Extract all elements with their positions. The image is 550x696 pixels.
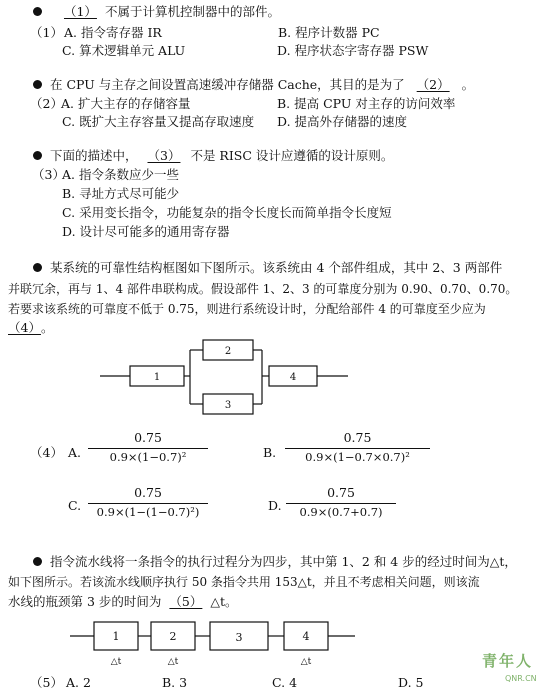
q2-option-d: D. 提高外存储器的速度 [277,114,408,129]
q3-stem-pre: 下面的描述中， [49,148,138,163]
watermark-logo: 青年人 [482,652,534,670]
q5-stem-line2: 如下图所示。若该流水线顺序执行 50 条指令共用 153△t，并且不考虑相关问题，则该流 [8,575,480,589]
q3-stem-post: 不是 RISC 设计应遵循的设计原则。 [190,148,394,163]
q5-num: （5） [30,675,63,690]
q5-option-c: C. 4 [272,675,298,690]
q4-stem-line3: 若要求该系统的可靠度不低于 0.75，则进行系统设计时，分配给部件 4 的可靠度至少应为 [8,302,486,316]
q5-option-a: A. 2 [66,675,91,690]
q4-line1-text: 某系统的可靠性结构框图如下图所示。该系统由 4 个部件组成，其中 2、3 两部件 [49,260,503,275]
q4-end: 。 [40,320,54,335]
stage-1-label: 1 [112,630,120,643]
stage-4-dt: △t [300,657,312,667]
q1-option-a: A. 指令寄存器 IR [64,25,162,40]
pipeline-diagram [70,614,360,670]
bullet-icon [33,80,42,89]
fraction-denominator: 0.9×(1−0.7×0.7)² [305,449,410,464]
q2-option-c: C. 既扩大主存容量又提高存取速度 [62,114,255,129]
q4-option-c-fraction [88,487,208,518]
fraction-denominator: 0.9×(1−(1−0.7)²) [96,504,200,519]
q5-stem-line3 [8,596,238,609]
q3-option-d: D. 设计尽可能多的通用寄存器 [62,224,230,239]
q3-option-c: C. 采用变长指令，功能复杂的指令长度长而简单指令长度短 [62,205,392,220]
q4-stem-line4 [8,322,53,335]
q4-option-c-label: C. [68,498,82,513]
q4-option-d-label: D. [268,498,282,513]
q5-option-d: D. 5 [398,675,424,690]
q4-stem-line2: 并联冗余，再与 1、4 部件串联构成。假设部件 1、2、3 的可靠度分别为 0.90、0.70、0.70。 [8,282,518,296]
stage-2-label: 2 [169,630,177,643]
fraction-denominator: 0.9×(1−0.7)² [109,449,187,464]
q5-stem-line1 [33,556,517,569]
bullet-icon [33,7,42,16]
q3-option-a: A. 指令条数应少一些 [62,167,179,182]
q2-option-a: A. 扩大主存的存储容量 [61,96,191,111]
q2-blank: （2） [416,77,450,92]
fraction-numerator: 0.75 [327,485,355,500]
q3-option-b: B. 寻址方式尽可能少 [62,186,180,201]
q2-stem-end: 。 [461,77,475,92]
q1-stem [33,6,280,19]
q4-option-d-fraction [286,487,396,518]
q4-option-b-fraction [285,432,430,463]
stage-2-dt: △t [167,657,179,667]
q4-num: （4） [30,445,63,460]
fraction-numerator: 0.75 [134,430,162,445]
q2-option-b: B. 提高 CPU 对主存的访问效率 [277,96,456,111]
q1-blank: （1） [63,4,97,19]
q5-line3-pre: 水线的瓶颈第 3 步的时间为 [8,594,162,609]
q5-option-b: B. 3 [162,675,188,690]
q2-num: （2） [30,96,63,111]
bullet-icon [33,263,42,272]
q3-num: （3） [32,167,65,182]
block-1-label: 1 [153,372,161,383]
stage-4-label: 4 [302,630,310,643]
stage-1-dt: △t [110,657,122,667]
q2-stem-text: 在 CPU 与主存之间设置高速缓冲存储器 Cache，其目的是为了 [49,77,405,92]
q2-stem [33,79,474,92]
q4-stem-line1 [33,262,502,275]
block-4-label: 4 [289,372,297,383]
q3-stem [33,150,393,163]
q5-blank: （5） [169,594,203,609]
stage-3-label: 3 [235,631,243,644]
block-2-label: 2 [224,346,232,357]
bullet-icon [33,557,42,566]
q3-blank: （3） [147,148,181,163]
q5-line3-post: △t。 [210,594,238,609]
q1-option-d: D. 程序状态字寄存器 PSW [277,43,429,58]
reliability-diagram [100,330,360,420]
q1-option-c: C. 算术逻辑单元 ALU [62,43,186,58]
q1-stem-text: 不属于计算机控制器中的部件。 [104,4,280,19]
bullet-icon [33,151,42,160]
fraction-numerator: 0.75 [343,430,372,445]
q4-option-a-fraction [88,432,208,463]
q1-num: （1） [30,25,63,40]
q4-blank: （4） [8,320,41,335]
watermark-url: QNR.CN [505,674,537,683]
fraction-denominator: 0.9×(0.7+0.7) [299,504,383,519]
fraction-numerator: 0.75 [134,485,162,500]
q4-option-a-label: A. [68,445,82,460]
q5-line1-text: 指令流水线将一条指令的执行过程分为四步，其中第 1、2 和 4 步的经过时间为△t， [49,554,517,569]
q1-option-b: B. 程序计数器 PC [278,25,380,40]
q4-option-b-label: B. [263,445,277,460]
block-3-label: 3 [224,400,232,411]
